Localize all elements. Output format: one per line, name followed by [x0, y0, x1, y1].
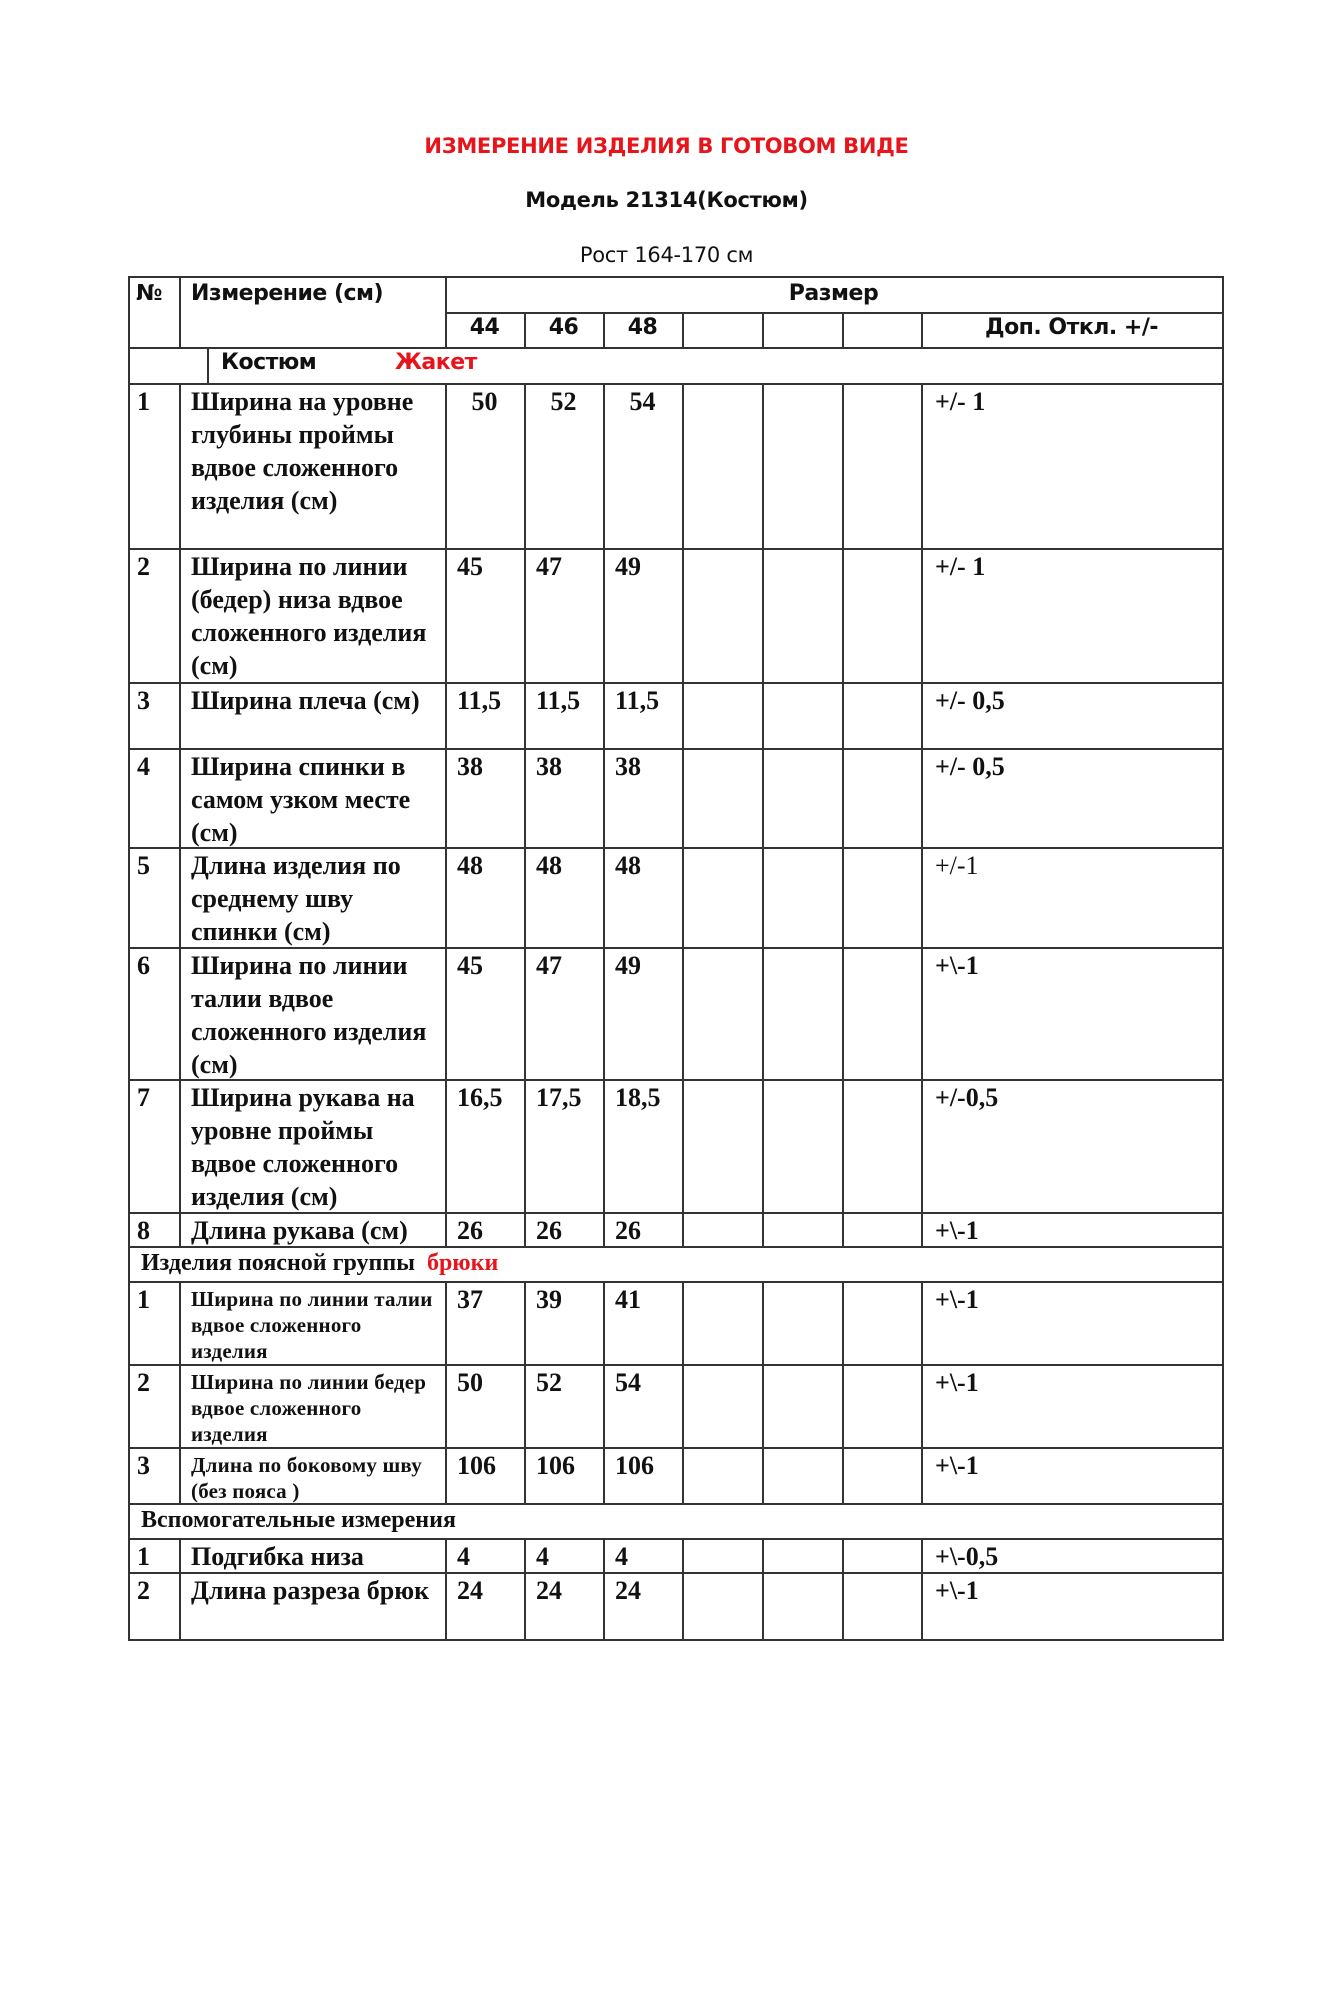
row-value-size-46: 39 — [536, 1285, 562, 1314]
row-value-size-48: 49 — [615, 951, 641, 980]
table-rule — [762, 1281, 764, 1366]
row-value-size-48: 24 — [615, 1576, 641, 1605]
table-rule — [762, 682, 764, 750]
table-rule — [682, 1281, 684, 1366]
row-value-size-44: 50 — [471, 387, 498, 416]
table-rule — [524, 1364, 526, 1449]
document-title: ИЗМЕРЕНИЕ ИЗДЕЛИЯ В ГОТОВОМ ВИДЕ — [424, 134, 909, 158]
row-tolerance: +/-1 — [935, 851, 979, 880]
table-rule — [842, 1212, 844, 1248]
row-value-size-46: 47 — [536, 951, 562, 980]
table-rule — [762, 947, 764, 1081]
table-rule — [524, 682, 526, 750]
row-number: 5 — [137, 851, 150, 880]
table-rule — [682, 1364, 684, 1449]
table-rule — [921, 1212, 923, 1248]
row-tolerance: +\-1 — [935, 951, 979, 980]
row-value-size-48: 49 — [615, 552, 641, 581]
table-rule — [445, 1364, 447, 1449]
table-rule — [842, 1281, 844, 1366]
table-rule — [445, 847, 447, 949]
header-size-44: 44 — [469, 315, 500, 340]
table-rule — [603, 1538, 605, 1574]
table-rule — [445, 682, 447, 750]
table-rule — [1222, 276, 1224, 1641]
row-number: 6 — [137, 951, 150, 980]
row-tolerance: +\-1 — [935, 1285, 979, 1314]
row-value-size-46: 4 — [536, 1542, 549, 1571]
section-label-group — [141, 1504, 456, 1537]
row-value-size-44: 26 — [457, 1216, 483, 1245]
header-measurement: Измерение (см) — [191, 281, 384, 306]
table-rule — [179, 1538, 181, 1574]
table-rule — [682, 548, 684, 684]
row-tolerance: +/- 1 — [935, 387, 986, 416]
header-size-48: 48 — [627, 315, 658, 340]
row-value-size-44: 4 — [457, 1542, 470, 1571]
row-measurement-name: Длина рукава (см) — [191, 1216, 408, 1245]
row-value-size-48: 41 — [615, 1285, 641, 1314]
table-rule — [603, 548, 605, 684]
row-value-size-44: 24 — [457, 1576, 483, 1605]
table-rule — [524, 1538, 526, 1574]
table-rule — [762, 312, 764, 349]
table-rule — [682, 1079, 684, 1214]
row-value-size-44: 48 — [457, 851, 483, 880]
table-rule — [842, 682, 844, 750]
row-value-size-48: 4 — [615, 1542, 628, 1571]
table-rule — [445, 548, 447, 684]
row-value-size-46: 26 — [536, 1216, 562, 1245]
header-size: Размер — [788, 281, 879, 306]
table-rule — [682, 947, 684, 1081]
table-rule — [921, 1447, 923, 1505]
row-value-size-48: 54 — [629, 387, 656, 416]
table-rule — [445, 1538, 447, 1574]
table-rule — [682, 1538, 684, 1574]
table-rule — [445, 1447, 447, 1505]
table-rule — [445, 947, 447, 1081]
row-measurement-name: Подгибка низа — [191, 1542, 364, 1571]
table-rule — [682, 383, 684, 550]
row-value-size-46: 17,5 — [536, 1083, 582, 1112]
row-value-size-48: 11,5 — [615, 686, 660, 715]
row-number: 2 — [137, 552, 150, 581]
table-rule — [682, 682, 684, 750]
header-size-46: 46 — [548, 315, 579, 340]
table-rule — [603, 947, 605, 1081]
row-value-size-44: 11,5 — [457, 686, 502, 715]
table-rule — [682, 312, 684, 349]
table-rule — [921, 1364, 923, 1449]
row-measurement-name: Ширина по линии (бедер) низа вдвое сложенного изделия (см) — [191, 552, 427, 680]
model-label: Модель 21314(Костюм) — [525, 188, 808, 212]
row-number: 1 — [137, 387, 150, 416]
table-rule — [524, 1079, 526, 1214]
table-rule — [682, 847, 684, 949]
table-rule — [524, 548, 526, 684]
section-label-group — [141, 1247, 498, 1280]
table-rule — [445, 1572, 447, 1641]
table-rule — [842, 1364, 844, 1449]
table-rule — [603, 1572, 605, 1641]
row-value-size-44: 45 — [457, 552, 483, 581]
table-rule — [842, 548, 844, 684]
table-rule — [445, 1079, 447, 1214]
table-rule — [603, 1364, 605, 1449]
row-number: 1 — [137, 1285, 150, 1314]
row-number: 2 — [137, 1368, 150, 1397]
table-rule — [682, 1572, 684, 1641]
row-tolerance: +/- 1 — [935, 552, 986, 581]
table-rule — [179, 383, 181, 550]
row-value-size-44: 37 — [457, 1285, 483, 1314]
table-rule — [179, 1447, 181, 1505]
table-rule — [524, 1572, 526, 1641]
table-rule — [179, 947, 181, 1081]
table-rule — [842, 847, 844, 949]
table-rule — [128, 347, 1224, 349]
table-rule — [603, 1079, 605, 1214]
table-rule — [179, 276, 181, 349]
table-rule — [445, 1281, 447, 1366]
table-rule — [682, 1212, 684, 1248]
row-measurement-name: Ширина по линии бедер вдвое сложенного изделия — [191, 1370, 427, 1446]
table-rule — [842, 1572, 844, 1641]
table-rule — [921, 548, 923, 684]
table-rule — [603, 748, 605, 849]
table-rule — [524, 847, 526, 949]
table-rule — [842, 1447, 844, 1505]
row-value-size-46: 24 — [536, 1576, 562, 1605]
table-rule — [524, 947, 526, 1081]
row-number: 8 — [137, 1216, 150, 1245]
table-rule — [179, 1212, 181, 1248]
table-rule — [762, 1538, 764, 1574]
table-rule — [921, 847, 923, 949]
row-value-size-46: 38 — [536, 752, 562, 781]
table-rule — [179, 847, 181, 949]
table-rule — [603, 1212, 605, 1248]
row-value-size-46: 47 — [536, 552, 562, 581]
row-measurement-name: Ширина рукава на уровне проймы вдвое сложенного изделия (см) — [191, 1083, 415, 1211]
table-rule — [762, 1364, 764, 1449]
row-value-size-48: 38 — [615, 752, 641, 781]
row-value-size-44: 16,5 — [457, 1083, 503, 1112]
table-rule — [921, 682, 923, 750]
row-value-size-48: 26 — [615, 1216, 641, 1245]
table-rule — [842, 312, 844, 349]
row-value-size-44: 45 — [457, 951, 483, 980]
row-value-size-48: 18,5 — [615, 1083, 661, 1112]
table-rule — [524, 1281, 526, 1366]
table-rule — [524, 1447, 526, 1505]
section-label: Изделия поясной группы — [141, 1250, 415, 1276]
table-rule — [603, 1281, 605, 1366]
table-rule — [207, 347, 209, 385]
table-rule — [842, 1538, 844, 1574]
table-rule — [842, 383, 844, 550]
table-rule — [921, 1079, 923, 1214]
row-measurement-name: Ширина на уровне глубины проймы вдвое сложенного изделия (см) — [191, 387, 414, 515]
table-rule — [179, 1364, 181, 1449]
row-tolerance: +/- 0,5 — [935, 752, 1005, 781]
table-rule — [524, 1212, 526, 1248]
table-rule — [921, 748, 923, 849]
row-measurement-name: Длина разреза брюк — [191, 1576, 430, 1605]
row-measurement-name: Ширина плеча (см) — [191, 686, 420, 715]
row-value-size-46: 106 — [536, 1451, 575, 1480]
row-number: 1 — [137, 1542, 150, 1571]
header-tolerance: Доп. Откл. +/- — [984, 315, 1159, 340]
table-rule — [179, 1572, 181, 1641]
row-tolerance: +\-1 — [935, 1368, 979, 1397]
table-rule — [179, 1079, 181, 1214]
row-value-size-46: 52 — [536, 1368, 562, 1397]
table-rule — [179, 748, 181, 849]
table-rule — [842, 947, 844, 1081]
table-rule — [762, 1447, 764, 1505]
row-value-size-46: 52 — [550, 387, 577, 416]
row-number: 2 — [137, 1576, 150, 1605]
table-rule — [179, 1281, 181, 1366]
row-value-size-48: 54 — [615, 1368, 641, 1397]
table-rule — [762, 847, 764, 949]
row-measurement-name: Ширина спинки в самом узком месте (см) — [191, 752, 411, 847]
height-label: Рост 164-170 см — [579, 243, 754, 267]
row-tolerance: +\-1 — [935, 1216, 979, 1245]
row-value-size-46: 48 — [536, 851, 562, 880]
table-rule — [842, 748, 844, 849]
table-rule — [682, 748, 684, 849]
table-rule — [445, 312, 1224, 314]
table-rule — [128, 1639, 1224, 1641]
row-number: 3 — [137, 686, 150, 715]
row-value-size-46: 11,5 — [536, 686, 581, 715]
table-rule — [682, 1447, 684, 1505]
table-rule — [445, 748, 447, 849]
table-rule — [445, 1212, 447, 1248]
table-rule — [762, 548, 764, 684]
section-sublabel: Жакет — [395, 350, 477, 375]
row-tolerance: +/-0,5 — [935, 1083, 999, 1112]
row-value-size-44: 50 — [457, 1368, 483, 1397]
row-measurement-name: Длина изделия по среднему шву спинки (см) — [191, 851, 401, 946]
row-measurement-name: Ширина по линии талии вдвое сложенного изделия (см) — [191, 951, 427, 1079]
table-rule — [762, 383, 764, 550]
row-tolerance: +\-1 — [935, 1576, 979, 1605]
row-value-size-48: 48 — [615, 851, 641, 880]
table-rule — [762, 1079, 764, 1214]
row-value-size-44: 38 — [457, 752, 483, 781]
table-rule — [762, 1212, 764, 1248]
table-rule — [179, 548, 181, 684]
row-number: 7 — [137, 1083, 150, 1112]
row-tolerance: +\-1 — [935, 1451, 979, 1480]
table-rule — [128, 276, 1224, 278]
section-label: Костюм — [221, 350, 317, 375]
table-rule — [921, 383, 923, 550]
row-tolerance: +/- 0,5 — [935, 686, 1005, 715]
table-rule — [603, 1447, 605, 1505]
table-rule — [179, 682, 181, 750]
table-rule — [524, 748, 526, 849]
row-number: 3 — [137, 1451, 150, 1480]
table-rule — [603, 847, 605, 949]
table-rule — [762, 1572, 764, 1641]
table-rule — [921, 1572, 923, 1641]
table-rule — [842, 1079, 844, 1214]
row-number: 4 — [137, 752, 150, 781]
table-rule — [921, 1538, 923, 1574]
row-value-size-48: 106 — [615, 1451, 654, 1480]
row-tolerance: +\-0,5 — [935, 1542, 999, 1571]
section-label: Вспомогательные измерения — [141, 1507, 456, 1533]
row-value-size-44: 106 — [457, 1451, 496, 1480]
table-rule — [921, 947, 923, 1081]
row-measurement-name: Длина по боковому шву (без пояса ) — [191, 1453, 422, 1503]
table-rule — [128, 276, 130, 1641]
header-number: № — [136, 281, 162, 306]
table-rule — [762, 748, 764, 849]
table-rule — [921, 1281, 923, 1366]
row-measurement-name: Ширина по линии талии вдвое сложенного изделия — [191, 1287, 433, 1363]
section-sublabel: брюки — [426, 1250, 499, 1276]
table-rule — [603, 682, 605, 750]
